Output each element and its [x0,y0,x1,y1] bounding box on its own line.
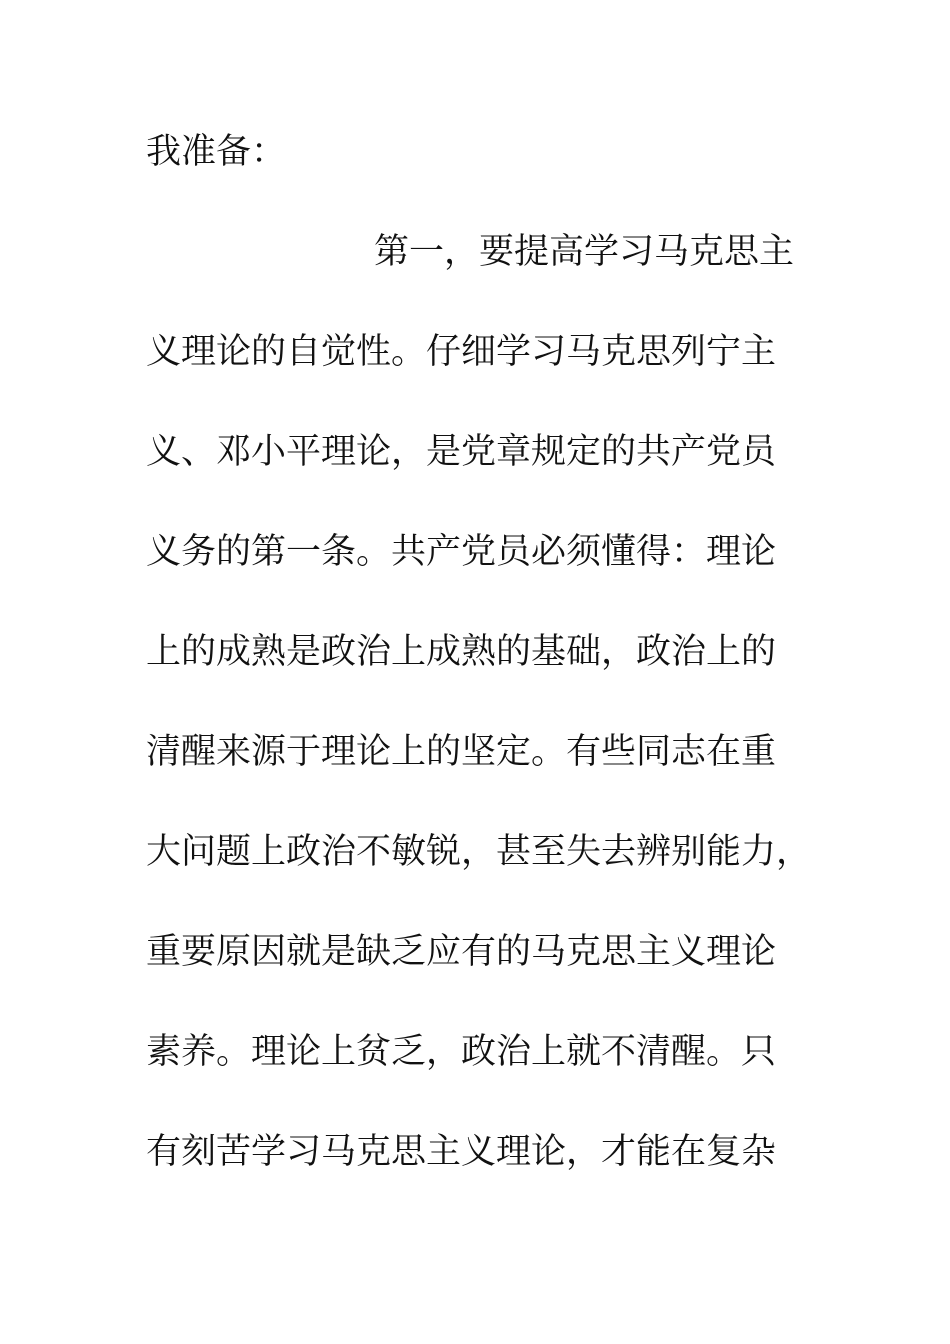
text-line-8: 大问题上政治不敏锐，甚至失去辨别能力， [146,832,812,872]
text-line-4: 义、邓小平理论，是党章规定的共产党员 [146,432,777,472]
text-line-10: 素养。理论上贫乏，政治上就不清醒。只 [146,1032,777,1072]
text-line-7: 清醒来源于理论上的坚定。有些同志在重 [146,732,777,772]
text-line-5: 义务的第一条。共产党员必须懂得：理论 [146,532,777,572]
text-line-9: 重要原因就是缺乏应有的马克思主义理论 [146,932,777,972]
text-line-3: 义理论的自觉性。仔细学习马克思列宁主 [146,332,777,372]
text-line-6: 上的成熟是政治上成熟的基础，政治上的 [146,632,777,672]
text-line-11: 有刻苦学习马克思主义理论，才能在复杂 [146,1132,777,1172]
text-line-1: 我准备： [146,132,287,172]
text-line-2: 第一，要提高学习马克思主 [374,232,795,272]
